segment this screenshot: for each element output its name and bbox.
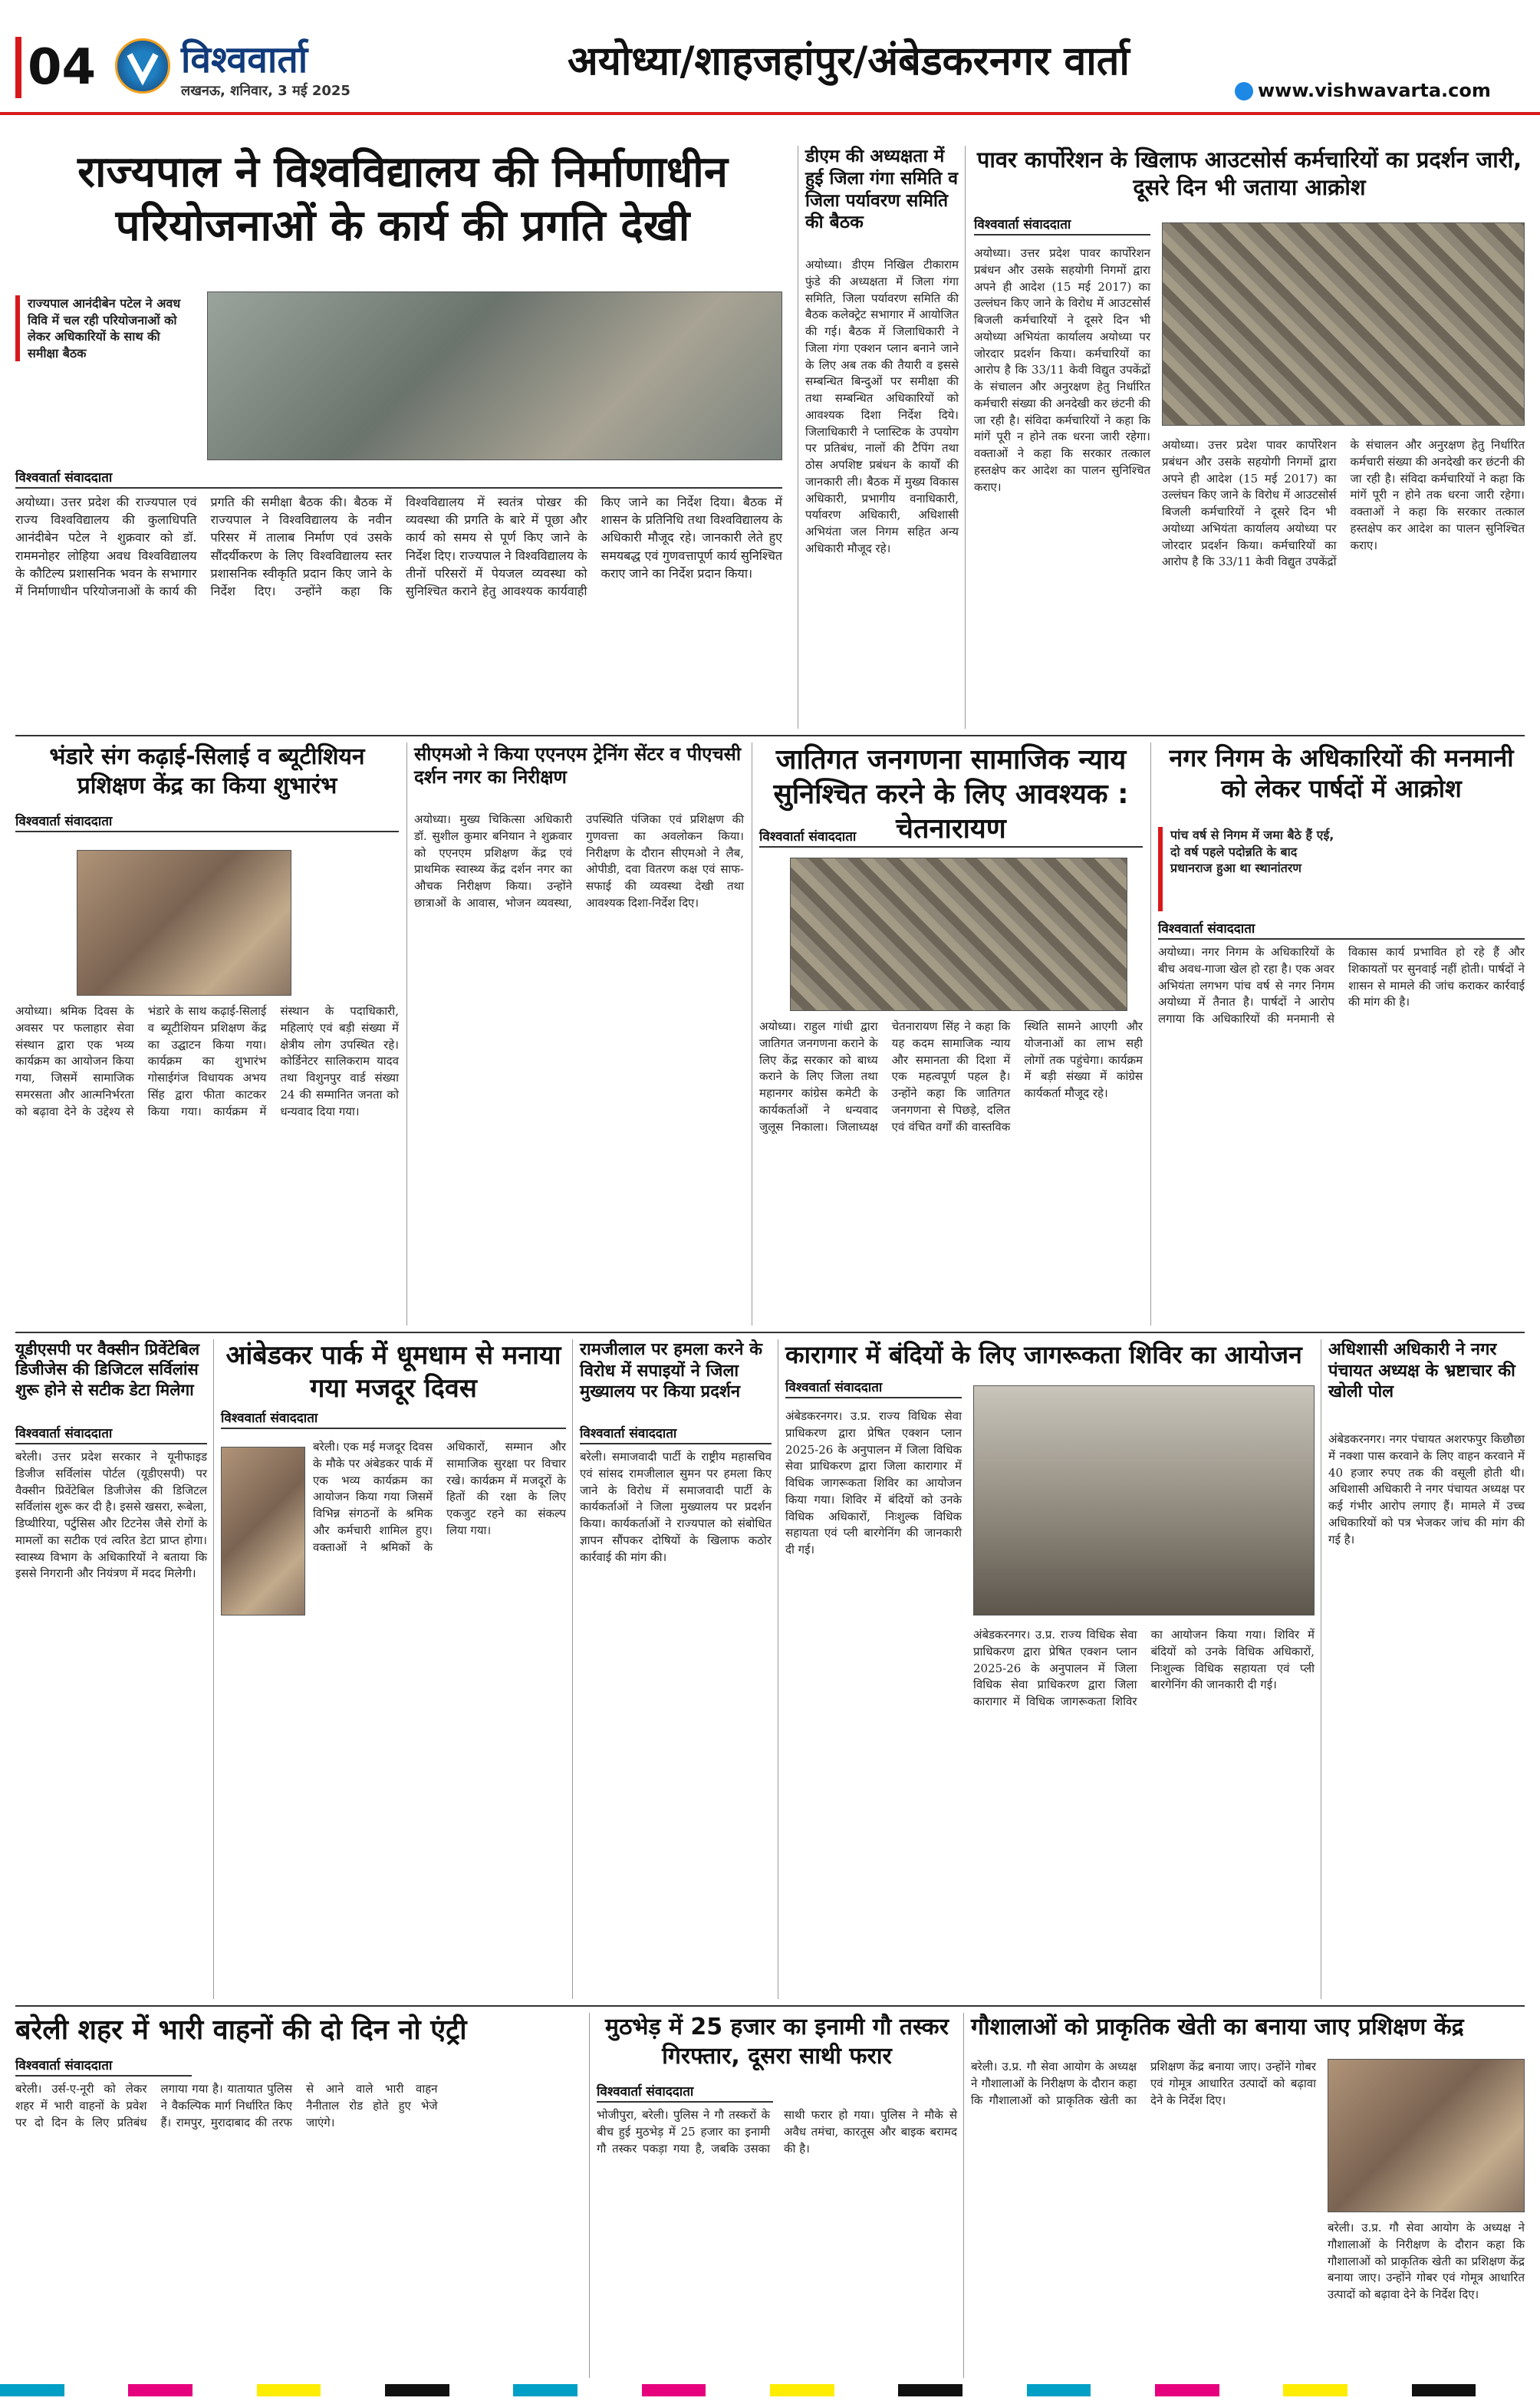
registration-swatch xyxy=(257,2384,321,2396)
byline: विश्ववार्ता संवाददाता xyxy=(759,827,1143,848)
article-body: अयोध्या। मुख्य चिकित्सा अधिकारी डॉ. सुशील कुमार बनियान ने शुक्रवार को एएनएम प्रशिक्षण केंद्र एवं प्राथमिक स्वास्थ्य केंद्र दर्शन नगर का औचक निरीक्षण किया। उन्होंने छात्राओं के आवास, भोजन व्यवस्था, उपस्थिति पंजिका एवं प्रशिक्षण की गुणवत्ता का अवलोकन किया। निरीक्षण के दौरान सीएमओ ने लैब, ओपीडी, दवा वितरण कक्ष एवं साफ-सफाई की व्यवस्था देखी तथा आवश्यक दिशा-निर्देश दिए। xyxy=(414,812,744,910)
article-panchayat xyxy=(1328,1339,1525,1999)
byline: विश्ववार्ता संवाददाता xyxy=(15,2056,192,2077)
headline: मुठभेड़ में 25 हजार का इनामी गौ तस्कर गिरफ्तार, दूसरा साथी फरार xyxy=(605,2014,949,2070)
byline: विश्ववार्ता संवाददाता xyxy=(15,1424,207,1444)
headline: आंबेडकर पार्क में धूमधाम से मनाया गया मजदूर दिवस xyxy=(225,1340,561,1404)
article-body: बरेली। एक मई मजदूर दिवस के मौके पर अंबेडकर पार्क में एक भव्य कार्यक्रम का आयोजन किया गया जिसमें विभिन्न संगठनों के श्रमिक और कर्मचारी शामिल हुए। वक्ताओं ने श्रमिकों के अधिकारों, सम्मान और सामाजिक सुरक्षा पर विचार रखे। कार्यक्रम में मजदूरों के हितों की रक्षा के लिए एकजुट रहने का संकल्प लिया गया। xyxy=(313,1440,566,1554)
article-jail xyxy=(785,1339,1315,1999)
article-body: अयोध्या। नगर निगम के अधिकारियों के बीच अवध-गाजा खेल हो रहा है। एक अवर अभियंता लगभग पांच वर्ष से नगर निगम अयोध्या में तैनात है। पार्षदों ने आरोप लगाया कि अधिकारियों की मनमानी से विकास कार्य प्रभावित हो रहे हैं और शिकायतों पर सुनवाई नहीं होती। पार्षदों ने शासन से मामले की जांच कराकर कार्रवाई की मांग की है। xyxy=(1158,945,1525,1026)
byline: विश्ववार्ता संवाददाता xyxy=(1158,919,1525,940)
headline: नगर निगम के अधिकारियों की मनमानी को लेकर पार्षदों में आक्रोश xyxy=(1169,743,1514,803)
headline: सीएमओ ने किया एएनएम ट्रेनिंग सेंटर व पीएचसी दर्शन नगर का निरीक्षण xyxy=(414,743,742,788)
website-link[interactable] xyxy=(1235,80,1491,101)
registration-swatch xyxy=(898,2384,962,2396)
registration-swatch xyxy=(513,2384,578,2396)
article-body-cont: अंबेडकरनगर। उ.प्र. राज्य विधिक सेवा प्राधिकरण द्वारा प्रेषित एक्शन प्लान 2025-26 के अनुपालन में जिला विधिक सेवा प्राधिकरण द्वारा जिला कारागार में विधिक जागरूकता शिविर का आयोजन किया गया। शिविर में बंदियों को उनके विधिक अधिकारों, निःशुल्क विधिक सहायता एवं प्ली बारगेनिंग की जानकारी दी गई। xyxy=(973,1628,1315,1708)
article-bareilly xyxy=(15,2013,583,2378)
brand-logo-icon xyxy=(115,38,170,94)
photo-inauguration xyxy=(77,850,291,996)
masthead xyxy=(0,0,1540,115)
headline: रामजीलाल पर हमला करने के विरोध में सपाइयों ने जिला मुख्यालय पर किया प्रदर्शन xyxy=(580,1340,762,1401)
article-surveillance xyxy=(15,1339,207,1999)
registration-swatch xyxy=(0,2384,64,2396)
print-registration-bar xyxy=(0,2384,1540,2396)
article-census xyxy=(759,743,1143,1326)
headline: डीएम की अध्यक्षता में हुई जिला गंगा समिति व जिला पर्यावरण समिति की बैठक xyxy=(805,147,959,233)
registration-swatch xyxy=(449,2384,514,2396)
registration-swatch xyxy=(1283,2384,1348,2396)
article-body-cont: अयोध्या। उत्तर प्रदेश पावर कार्पोरेशन प्रबंधन और उसके सहयोगी निगमों द्वारा अपने ही आदेश (15 मई 2017) का उल्लंघन किए जाने के विरोध में आउटसोर्स बिजली कर्मचारियों ने दूसरे दिन भी अयोध्या अभियंता कार्यालय अयोध्या पर जोरदार प्रदर्शन किया। कर्मचारियों का आरोप है कि 33/11 केवी विद्युत उपकेंद्रों के संचालन और अनुरक्षण हेतु निर्धारित कर्मचारी संख्या की अनदेखी कर छंटनी की जा रही है। संविदा कर्मचारियों ने कहा कि मांगें पूरी न होने तक धरना जारी रहेगा। वक्ताओं ने कहा कि सरकार तत्काल हस्तक्षेप कर आदेश का पालन सुनिश्चित कराए। xyxy=(1162,438,1525,569)
registration-swatch xyxy=(1155,2384,1219,2396)
page-number: 04 xyxy=(15,37,100,98)
byline: विश्ववार्ता संवाददाता xyxy=(785,1378,962,1398)
article-cowshed xyxy=(971,2013,1525,2378)
article-encounter xyxy=(597,2013,957,2378)
registration-swatch xyxy=(385,2384,449,2396)
photo-protest xyxy=(1162,222,1525,426)
article-body-cont: बरेली। उ.प्र. गौ सेवा आयोग के अध्यक्ष ने गौशालाओं के निरीक्षण के दौरान कहा कि गौशालाओं को प्राकृतिक खेती का प्रशिक्षण केंद्र बनाया जाए। उन्होंने गोबर एवं गोमूत्र आधारित उत्पादों को बढ़ावा देने के निर्देश दिए। xyxy=(1328,2221,1525,2301)
byline: विश्ववार्ता संवाददाता xyxy=(15,468,782,489)
registration-swatch xyxy=(1476,2384,1540,2396)
byline: विश्ववार्ता संवाददाता xyxy=(221,1408,566,1429)
subhead: पांच वर्ष से निगम में जमा बैठे हैं एई, दो वर्ष पहले पदोन्नति के बाद प्रधानराज हुआ था स्थानांतरण xyxy=(1158,827,1342,911)
article-body: अंबेडकरनगर। नगर पंचायत अशरफपुर किछौछा में नक्शा पास करवाने के लिए वाहन करवाने में 40 हजार रुपए तक की वसूली होती थी। अधिशासी अधिकारी ने नगर पंचायत अध्यक्ष पर कई गंभीर आरोप लगाए हैं। मामले में उच्च अधिकारियों को पत्र भेजकर जांच की मांग की गई है। xyxy=(1328,1432,1525,1546)
headline: गौशालाओं को प्राकृतिक खेती का बनाया जाए प्रशिक्षण केंद्र xyxy=(971,2014,1464,2040)
registration-swatch xyxy=(1412,2384,1476,2396)
registration-swatch xyxy=(192,2384,257,2396)
byline: विश्ववार्ता संवाददाता xyxy=(597,2082,773,2103)
registration-swatch xyxy=(962,2384,1027,2396)
article-ganga xyxy=(805,146,959,729)
globe-icon xyxy=(1235,82,1253,100)
headline: बरेली शहर में भारी वाहनों की दो दिन नो एंट्री xyxy=(15,2014,467,2046)
registration-swatch xyxy=(64,2384,129,2396)
subhead: राज्यपाल आनंदीबेन पटेल ने अवध विवि में चल रही परियोजनाओं को लेकर अधिकारियों के साथ की समीक्षा बैठक xyxy=(15,295,192,361)
registration-swatch xyxy=(642,2384,706,2396)
dateline: लखनऊ, शनिवार, 3 मई 2025 xyxy=(181,83,350,99)
registration-swatch xyxy=(1027,2384,1091,2396)
registration-swatch xyxy=(578,2384,642,2396)
registration-swatch xyxy=(834,2384,899,2396)
photo-rally xyxy=(790,858,1127,1011)
headline: भंडारे संग कढ़ाई-सिलाई व ब्यूटीशियन प्रशिक्षण केंद्र का किया शुभारंभ xyxy=(49,743,365,799)
byline: विश्ववार्ता संवाददाता xyxy=(15,812,399,832)
article-body: अयोध्या। उत्तर प्रदेश पावर कार्पोरेशन प्रबंधन और उसके सहयोगी निगमों द्वारा अपने ही आदेश (15 मई 2017) का उल्लंघन किए जाने के विरोध में आउटसोर्स बिजली कर्मचारियों ने दूसरे दिन भी अयोध्या अभियंता कार्यालय अयोध्या पर जोरदार प्रदर्शन किया। कर्मचारियों का आरोप है कि 33/11 केवी विद्युत उपकेंद्रों के संचालन और अनुरक्षण हेतु निर्धारित कर्मचारी संख्या की अनदेखी कर छंटनी की जा रही है। संविदा कर्मचारियों ने कहा कि मांगें पूरी न होने तक धरना जारी रहेगा। वक्ताओं ने कहा कि सरकार तत्काल हस्तक्षेप कर आदेश का पालन सुनिश्चित कराए। xyxy=(974,246,1150,494)
article-training xyxy=(15,743,399,1326)
section-title: अयोध्या/शाहजहांपुर/अंबेडकरनगर वार्ता xyxy=(568,38,1130,84)
article-body: अयोध्या। डीएम निखिल टीकाराम फुंडे की अध्यक्षता में जिला गंगा समिति, जिला पर्यावरण समिति की बैठक कलेक्ट्रेट सभागार में आयोजित की गई। बैठक में जिलाधिकारी ने जिला गंगा एक्शन प्लान बनाने जाने के लिए अब तक की तैयारी व इससे सम्बन्धित बिन्दुओं पर समीक्षा की तथा सम्बन्धित अधिकारियों को आवश्यक दिशा निर्देश दिये। जिलाधिकारी ने प्लास्टिक के उपयोग पर प्रतिबंध, नालों की टैपिंग तथा ठोस अपशिष्ट प्रबंधन के कार्यों की जानकारी ली। बैठक में मुख्य विकास अधिकारी, प्रभागीय वनाधिकारी, पर्यावरण अधिकारी, अधिशासी अभियंता जल निगम सहित अन्य अधिकारी मौजूद रहे। xyxy=(805,258,959,555)
headline: यूडीएसपी पर वैक्सीन प्रिवेंटेबिल डिजीजेस की डिजिटल सर्विलांस शुरू होने से सटीक डेटा मिलेगा xyxy=(15,1340,200,1399)
registration-swatch xyxy=(1348,2384,1412,2396)
headline: कारागार में बंदियों के लिए जागरूकता शिविर का आयोजन xyxy=(785,1340,1302,1369)
article-body: अयोध्या। श्रमिक दिवस के अवसर पर फलाहार सेवा संस्थान द्वारा एक भव्य कार्यक्रम का आयोजन किया गया, जिसमें सामाजिक समरसता और आत्मनिर्भरता को बढ़ावा देने के उद्देश्य से भंडारे के साथ कढ़ाई-सिलाई व ब्यूटीशियन प्रशिक्षण केंद्र का उद्घाटन किया गया। कार्यक्रम का शुभारंभ गोसाईगंज विधायक अभय सिंह द्वारा फीता काटकर किया गया। कार्यक्रम में संस्थान के पदाधिकारी, महिलाएं एवं बड़ी संख्या में क्षेत्रीय लोग उपस्थित रहे। कोर्डिनेटर सालिकराम यादव तथा विशुनपुर वार्ड संख्या 24 की सम्मानित जनता को धन्यवाद दिया गया। xyxy=(15,1004,399,1118)
article-body: बरेली। उत्तर प्रदेश सरकार ने यूनीफाइड डिजीज सर्विलांस पोर्टल (यूडीएसपी) पर वैक्सीन प्रिवेंटेबिल डिजीजेस की डिजिटल सर्विलांस शुरू कर दी है। इससे खसरा, रूबेला, डिप्थीरिया, पर्टुसिस और टिटनेस जैसे रोगों के मामलों का सटीक एवं त्वरित डेटा प्राप्त होगा। स्वास्थ्य विभाग के अधिकारियों ने बताया कि इससे निगरानी और नियंत्रण में मदद मिलेगी। xyxy=(15,1450,207,1581)
photo-meeting xyxy=(207,291,782,460)
article-ambedkar xyxy=(221,1339,566,1999)
website-text: www.vishwavarta.com xyxy=(1258,80,1491,101)
article-body: भोजीपुरा, बरेली। पुलिस ने गौ तस्करों के बीच हुई मुठभेड़ में 25 हजार का इनामी गौ तस्कर पकड़ा गया है, जबकि उसका साथी फरार हो गया। पुलिस ने मौके से अवैध तमंचा, कारतूस और बाइक बरामद की है। xyxy=(597,2108,957,2156)
article-sapa xyxy=(580,1339,772,1999)
article-power xyxy=(974,146,1525,729)
headline: जातिगत जनगणना सामाजिक न्याय सुनिश्चित करने के लिए आवश्यक : चेतनारायण xyxy=(773,744,1129,845)
article-body: अयोध्या। उत्तर प्रदेश की राज्यपाल एवं राज्य विश्वविद्यालय की कुलाधिपति आनंदीबेन पटेल ने शुक्रवार को डॉ. राममनोहर लोहिया अवध विश्वविद्यालय के कौटिल्य प्रशासनिक भवन के सभागार में निर्माणाधीन परियोजनाओं के कार्य की प्रगति की समीक्षा बैठक की। बैठक में राज्यपाल ने विश्वविद्यालय के नवीन परिसर में तालाब निर्माण एवं उसके सौंदर्यीकरण के लिए विश्वविद्यालय स्तर प्रशासनिक स्वीकृति प्रदान किए जाने के निर्देश दिए। उन्होंने कहा कि विश्वविद्यालय में स्वतंत्र पोखर की व्यवस्था की प्रगति के बारे में पूछा और कार्य को समय से पूर्ण किए जाने के निर्देश दिए। राज्यपाल ने विश्वविद्यालय के तीनों परिसरों में पेयजल व्यवस्था को सुनिश्चित कराने हेतु आवश्यक कार्यवाही किए जाने का निर्देश दिया। बैठक में शासन के प्रतिनिधि तथा विश्वविद्यालय के अधिकारी मौजूद रहे। जानकारी लेते हुए समयबद्ध एवं गुणवत्तापूर्ण कार्य सुनिश्चित कराए जाने का निर्देश प्रदान किया। xyxy=(15,495,782,598)
headline: राज्यपाल ने विश्वविद्यालय की निर्माणाधीन परियोजनाओं के कार्य की प्रगति देखी xyxy=(77,147,728,251)
headline: पावर कार्पोरेशन के खिलाफ आउटसोर्स कर्मचारियों का प्रदर्शन जारी, दूसरे दिन भी जताया आक्रोश xyxy=(976,147,1522,201)
photo-cowshed xyxy=(1328,2059,1525,2212)
headline: अधिशासी अधिकारी ने नगर पंचायत अध्यक्ष के भ्रष्टाचार की खोली पोल xyxy=(1328,1340,1515,1401)
article-body: बरेली। उ.प्र. गौ सेवा आयोग के अध्यक्ष ने गौशालाओं के निरीक्षण के दौरान कहा कि गौशालाओं को प्राकृतिक खेती का प्रशिक्षण केंद्र बनाया जाए। उन्होंने गोबर एवं गोमूत्र आधारित उत्पादों को बढ़ावा देने के निर्देश दिए। xyxy=(971,2060,1316,2107)
article-body: बरेली। उर्स-ए-नूरी को लेकर शहर में भारी वाहनों के प्रवेश पर दो दिन के लिए प्रतिबंध लगाया गया है। यातायात पुलिस ने वैकल्पिक मार्ग निर्धारित किए हैं। रामपुर, मुरादाबाद की तरफ से आने वाले भारी वाहन नैनीताल रोड होते हुए भेजे जाएंगे। xyxy=(15,2082,438,2129)
article-cmo xyxy=(414,743,744,1326)
photo-labour-day xyxy=(221,1447,305,1615)
byline: विश्ववार्ता संवाददाता xyxy=(580,1424,772,1444)
article-governor xyxy=(15,146,790,729)
registration-swatch xyxy=(1091,2384,1155,2396)
brand-name: विश्ववार्ता xyxy=(181,38,308,81)
photo-jail-camp xyxy=(973,1385,1315,1615)
registration-swatch xyxy=(1219,2384,1284,2396)
byline: विश्ववार्ता संवाददाता xyxy=(974,215,1150,235)
registration-swatch xyxy=(128,2384,192,2396)
article-body: अयोध्या। राहुल गांधी द्वारा जातिगत जनगणना कराने के लिए केंद्र सरकार को बाध्य कराने के लिए जिला तथा महानगर कांग्रेस कमेटी के कार्यकर्ताओं ने धन्यवाद जुलूस निकाला। जिलाध्यक्ष चेतनारायण सिंह ने कहा कि यह कदम सामाजिक न्याय और समानता की दिशा में एक महत्वपूर्ण पहल है। उन्होंने कहा कि जातिगत जनगणना से पिछड़े, दलित एवं वंचित वर्गों की वास्तविक स्थिति सामने आएगी और योजनाओं का लाभ सही लोगों तक पहुंचेगा। कार्यक्रम में बड़ी संख्या में कांग्रेस कार्यकर्ता मौजूद रहे। xyxy=(759,1019,1143,1134)
registration-swatch xyxy=(706,2384,770,2396)
article-councillors xyxy=(1158,743,1525,1326)
article-body: बरेली। समाजवादी पार्टी के राष्ट्रीय महासचिव एवं सांसद रामजीलाल सुमन पर हमला किए जाने के विरोध में समाजवादी पार्टी के कार्यकर्ताओं ने जिला मुख्यालय पर प्रदर्शन किया। कार्यकर्ताओं ने राज्यपाल को संबोधित ज्ञापन सौंपकर दोषियों के खिलाफ कठोर कार्रवाई की मांग की। xyxy=(580,1450,772,1564)
registration-swatch xyxy=(321,2384,385,2396)
registration-swatch xyxy=(770,2384,834,2396)
article-body: अंबेडकरनगर। उ.प्र. राज्य विधिक सेवा प्राधिकरण द्वारा प्रेषित एक्शन प्लान 2025-26 के अनुपालन में जिला विधिक सेवा प्राधिकरण द्वारा जिला कारागार में विधिक जागरूकता शिविर का आयोजन किया गया। शिविर में बंदियों को उनके विधिक अधिकारों, निःशुल्क विधिक सहायता एवं प्ली बारगेनिंग की जानकारी दी गई। xyxy=(785,1409,962,1556)
